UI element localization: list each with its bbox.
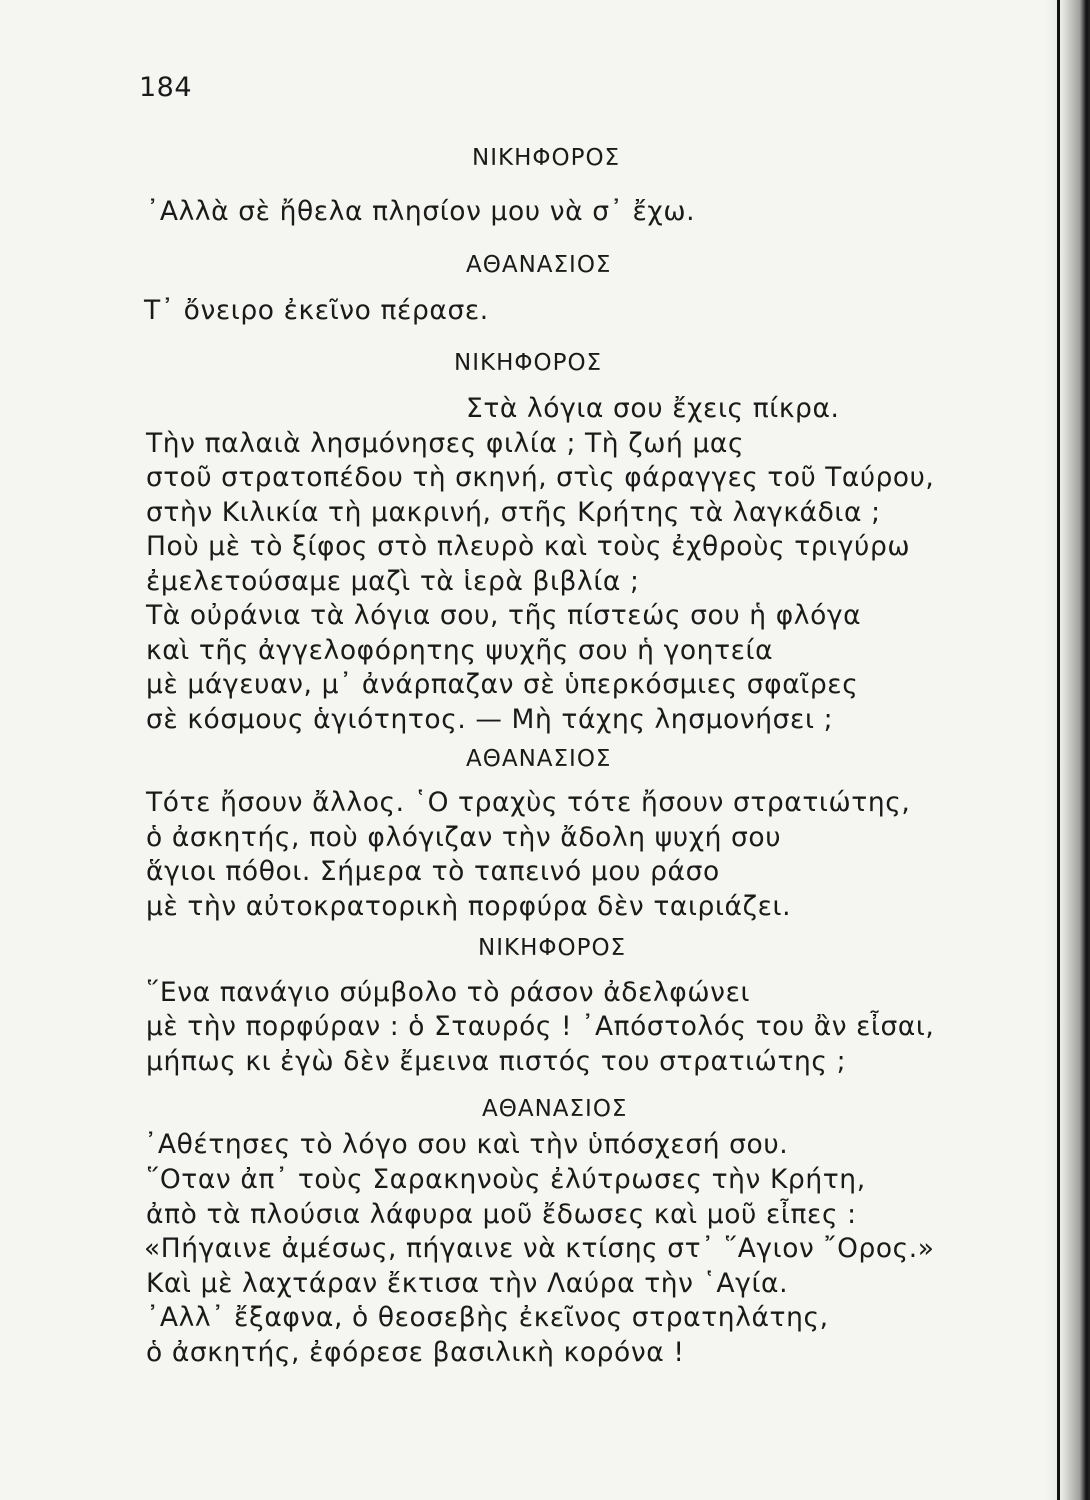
speaker-heading: ΑΘΑΝΑΣΙΟΣ [466,746,612,772]
verse-line: ἐμελετούσαμε μαζὶ τὰ ἱερὰ βιβλία ; [146,566,640,597]
verse-line: καὶ τῆς ἀγγελοφόρητης ψυχῆς σου ἡ γοητεία [146,635,774,666]
verse-line: Στὰ λόγια σου ἔχεις πίκρα. [466,393,840,424]
verse-line: στὴν Κιλικία τὴ μακρινή, στῆς Κρήτης τὰ λαγκάδια ; [146,497,881,528]
verse-line: Τὴν παλαιὰ λησμόνησες φιλία ; Τὴ ζωή μας [146,428,745,459]
verse-line: μὲ τὴν αὐτοκρατορικὴ πορφύρα δὲν ταιριάζει. [146,891,792,922]
verse-line: ᾿Αλλ᾿ ἔξαφνα, ὁ θεοσεβὴς ἐκεῖνος στρατηλάτης, [146,1302,829,1333]
verse-line: μὲ τὴν πορφύραν : ὁ Σταυρός ! ᾿Απόστολός του ἂν εἶσαι, [146,1011,935,1042]
verse-line: ἀπὸ τὰ πλούσια λάφυρα μοῦ ἔδωσες καὶ μοῦ εἶπες : [146,1199,857,1230]
speaker-heading: ΝΙΚΗΦΟΡΟΣ [478,935,627,961]
verse-line: Τ᾿ ὄνειρο ἐκεῖνο πέρασε. [144,295,489,326]
verse-line: ἅγιοι πόθοι. Σήμερα τὸ ταπεινό μου ράσο [146,856,720,887]
verse-line: Ποὺ μὲ τὸ ξίφος στὸ πλευρὸ καὶ τοὺς ἐχθροὺς τριγύρω [146,531,911,562]
speaker-heading: ΑΘΑΝΑΣΙΟΣ [466,252,612,278]
spine-shadow [1044,0,1090,1500]
spine-edge [1057,0,1060,1500]
verse-line: ῞Ενα πανάγιο σύμβολο τὸ ράσον ἀδελφώνει [146,977,751,1008]
verse-line: μήπως κι ἐγὼ δὲν ἔμεινα πιστός του στρατιώτης ; [146,1046,847,1077]
verse-line: ᾿Αθέτησες τὸ λόγο σου καὶ τὴν ὑπόσχεσή σου. [144,1129,789,1160]
verse-line: μὲ μάγευαν, μ᾿ ἀνάρπαζαν σὲ ὑπερκόσμιες σφαῖρες [146,669,859,700]
verse-line: «Πήγαινε ἀμέσως, πήγαινε νὰ κτίσης στ᾿ ῞Αγιον ῎Ορος.» [144,1233,935,1264]
speaker-heading: ΝΙΚΗΦΟΡΟΣ [454,350,603,376]
verse-line: ᾿Αλλὰ σὲ ἤθελα πλησίον μου νὰ σ᾿ ἔχω. [146,196,696,227]
verse-line: Καὶ μὲ λαχτάραν ἔκτισα τὴν Λαύρα τὴν ῾Αγία. [146,1268,789,1299]
page-number: 184 [139,72,193,103]
verse-line: Τότε ἤσουν ἄλλος. ῾Ο τραχὺς τότε ἤσουν στρατιώτης, [146,787,911,818]
speaker-heading: ΑΘΑΝΑΣΙΟΣ [482,1096,628,1122]
verse-line: ῞Οταν ἀπ᾿ τοὺς Σαρακηνοὺς ἐλύτρωσες τὴν Κρήτη, [146,1164,866,1195]
verse-line: στοῦ στρατοπέδου τὴ σκηνή, στὶς φάραγγες τοῦ Ταύρου, [146,462,935,493]
verse-line: σὲ κόσμους ἁγιότητος. — Μὴ τάχης λησμονήσει ; [146,704,834,735]
speaker-heading: ΝΙΚΗΦΟΡΟΣ [472,145,621,171]
verse-line: ὁ ἀσκητής, ἐφόρεσε βασιλικὴ κορόνα ! [146,1337,685,1368]
verse-line: Τὰ οὐράνια τὰ λόγια σου, τῆς πίστεώς σου ἡ φλόγα [146,600,862,631]
verse-line: ὁ ἀσκητής, ποὺ φλόγιζαν τὴν ἄδολη ψυχή σου [146,822,782,853]
